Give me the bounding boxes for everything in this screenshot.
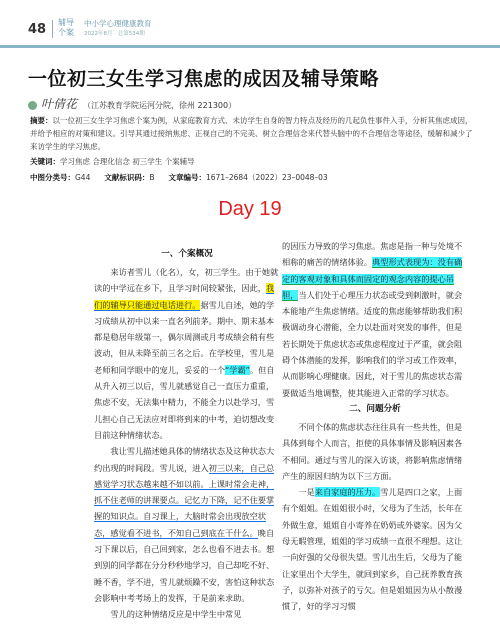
article-title: 一位初三女生学习焦虑的成因及辅导策略 — [28, 68, 380, 90]
header-divider — [52, 20, 53, 38]
highlighted-text: 我们的辅导只能通过电话进行。 — [94, 283, 275, 310]
journal-issue: 2022年8月 · 总第534期 — [84, 31, 145, 37]
paragraph — [282, 484, 468, 614]
journal-name: 中小学心理健康教育 — [84, 19, 152, 28]
text-run: 来访者雪儿（化名），女，初三学生。由于她就读的中学远在乡下，且学习时间较紧张，因此， — [94, 267, 279, 294]
text-run: 当人们处于心理压力状态或受到刺激时，就会本能地产生焦虑情绪。适度的焦虑能够帮助我们积极调动身心潜能，全力以赴面对突发的事件，但是若长期处于焦虑状态或焦虑程度过于严重，就会阻碍个体潜能的发挥，影响我们的学习或工作效率，从而影响心理健康。因此，对于雪儿的焦虑状态需要做适当地调整，使其能进入正常的学习状态。 — [282, 289, 463, 398]
keywords — [30, 156, 195, 167]
highlighted-text: “学霸” — [225, 364, 250, 375]
author-line — [28, 95, 236, 112]
keywords-label: 关键词： — [30, 157, 60, 166]
header-rule — [0, 45, 500, 48]
text-run: 雪儿是四口之家，上面有个姐姐。在姐姐很小时，父母为了生活，长年在外做生意，姐姐自小寄养在奶奶或外婆家。因为父母无暇管理，姐姐的学习成绩一直很不理想。这让一向好强的父母很失望。雪儿出生后，父母为了能让家里出个大学生，就回到家乡，自己抚养教育孩子，以弥补对孩子的亏欠。但是姐姐因为从小散漫惯了，好的学习习惯 — [282, 487, 463, 612]
author-name: 叶倩花 — [41, 97, 78, 111]
text-run: 一是 — [298, 487, 315, 498]
keywords-text: 学习焦虑 合理化信念 初三学生 个案辅导 — [60, 157, 195, 166]
article-no-label: 文章编号： — [168, 173, 207, 182]
column-name: 辅导个案 — [58, 18, 74, 37]
paragraph — [94, 264, 280, 443]
section-heading-problem-analysis: 二、问题分析 — [349, 403, 401, 414]
paragraph — [94, 443, 280, 606]
abstract-text: 以一位初三女生学习焦虑个案为例，从家庭教育方式、未访学生自身的智力特点及经历的几起负性事件入手，分析其焦虑成因，并给予相应的对策和建议。引导其通过接纳焦虑、正视自己的不完美、树立合理信念来代替头脑中的不合理信念等途径，缓解和减少了来访学生的学习焦虑。 — [30, 116, 473, 151]
article-no-value: 1671–2684（2022）23–0048–03 — [206, 173, 328, 182]
left-column — [94, 246, 280, 623]
doc-code-value: B — [149, 173, 155, 182]
right-column — [282, 238, 468, 615]
class-value: G44 — [75, 173, 91, 182]
day-overlay-label: Day 19 — [218, 198, 282, 220]
text-run: 。但自从升入初三以后，雪儿就感觉自己一直压力重重，焦虑不安，无法集中精力，不能全力以赴学习，雪儿担心自己无法应对即将到来的中考，迫切想改变目前这种情绪状态。 — [94, 364, 275, 440]
highlighted-text: 典型形式表现为：没有确定的客观对象和具体而固定的观念内容的提心吊胆， — [282, 257, 463, 300]
author-marker-icon — [28, 101, 37, 110]
abstract — [30, 114, 476, 153]
paragraph: 雪儿的这种情绪反应是中学生中常见 — [110, 609, 242, 620]
paragraph: 不同个体的焦虑状态往往具有一些共性，但是具体到每个人而言，拒使的具体事情及影响因素各不相同。通过与雪儿的深入访谈，将影响焦虑情绪产生的原因归纳为以下三方面。 — [282, 421, 463, 481]
text-run: 的因压力导致的学习焦虑。焦虑是指一种与处境不相称的痛苦的情绪体验。 — [282, 241, 463, 268]
page-header — [0, 0, 500, 44]
underlined-text: 初三以来，自己总感觉学习状态越来越不如以前。上课时常会走神，抓不住老师的讲课要点。记忆力下降，记不住要掌握的知识点。自习课上，大脑时常会出现放空状态，感觉看不进书，不知自己到底在干什么。 — [94, 462, 275, 538]
text-run: 晚自习下课以后，自己回到家，怎么也看不进去书。想到别的同学都在分分秒秒地学习，自己却吃不好、睡不香，学不进，雪儿就烦躁不安，害怕这种状态会影响中考考场上的发挥，于是前来求助。 — [94, 527, 275, 603]
abstract-label: 摘要： — [30, 116, 53, 125]
doc-code-label: 文献标识码： — [104, 173, 150, 182]
page-number: 48 — [28, 22, 47, 37]
text-run: 据雪儿自述，她的学习成绩从初中以来一直名列前茅。期中、期末基本都是稳居年级第一，偶尔周测或月考成绩会稍有些波动，但从未降至前三名之后。在学校里，雪儿是老师和同学眼中的宠儿，妥妥的一个 — [94, 299, 275, 375]
section-heading-case-overview: 一、个案概况 — [161, 249, 213, 259]
text-run: 我让雪儿描述她具体的情绪状态及这种状态大约出现的时间段。雪儿说，进入 — [94, 446, 275, 473]
paragraph — [282, 238, 468, 401]
author-affiliation: （江苏教育学院运河分院，徐州 221300） — [83, 101, 237, 110]
classification-line — [30, 172, 328, 183]
highlighted-text: 来自家庭的压力。 — [314, 487, 381, 498]
class-label: 中图分类号： — [30, 173, 75, 182]
